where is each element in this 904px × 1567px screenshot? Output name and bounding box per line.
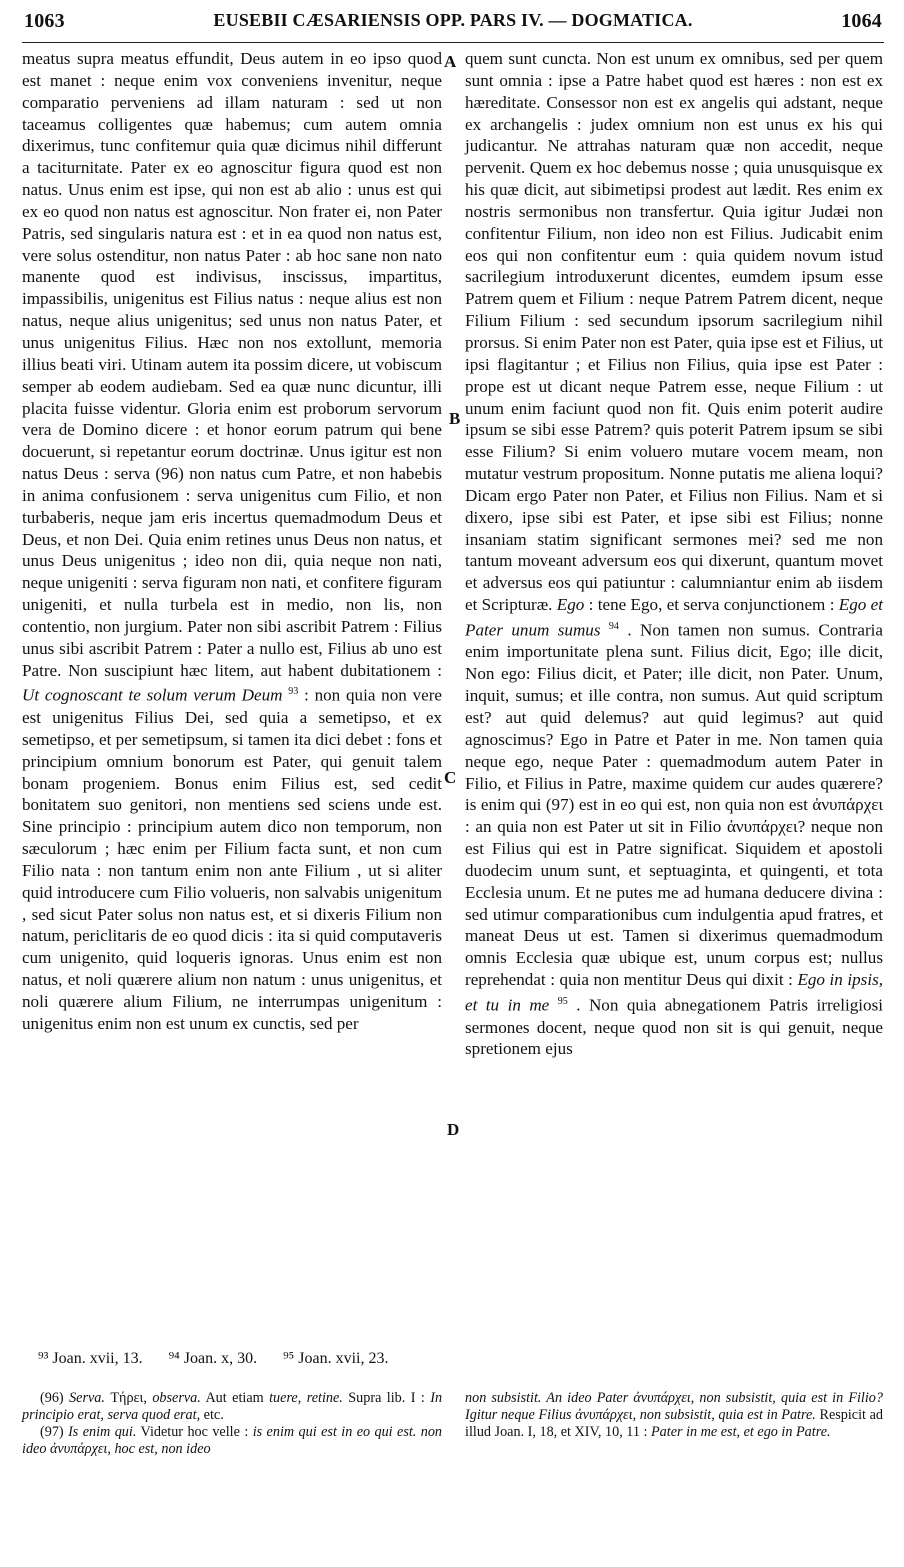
right-quote-2-ref: 95 (557, 995, 568, 1007)
scripture-ref-95: ⁹⁵ Joan. xvii, 23. (283, 1350, 389, 1367)
note-96-number: (96) (40, 1390, 64, 1406)
note-96-text-1: Aut etiam (205, 1390, 264, 1406)
note-96-lemma: Serva. (69, 1390, 105, 1406)
right-text-3: . Non quia abnegationem Patris irreligiosi sermones docent, neque quod non sit is qui genuit, neque spretionem ejus (465, 995, 883, 1059)
note-97-lemma: Is enim qui. (68, 1423, 137, 1440)
margin-letter-a: A (444, 52, 457, 71)
margin-letter-b: B (449, 409, 461, 428)
page-number-right: 1064 (841, 10, 882, 32)
left-column (22, 48, 442, 1035)
left-quote: Ut cognoscant te solum verum Deum (22, 686, 283, 706)
note-97-cont-quote-2: Pater in me est, et ego in Patre. (651, 1423, 831, 1440)
running-head (24, 10, 882, 44)
scripture-ref-94: ⁹⁴ Joan. x, 30. (168, 1350, 258, 1367)
right-quote-2: Ego in ipsis, et tu in me (465, 970, 883, 1015)
left-text-1: meatus supra meatus effundit, Deus autem in eo ipso quod est manet : neque enim vox conveniens invenitur, neque comparatio perveniens ad illam naturam : sed ut non taceamus colligentes quæ habemus; cum autem omnia dixerimus, tunc confitemur quia quæ dicimus nihil differunt a taciturnitate. Pater ex eo agnoscitur figura quod est non natus. Unus enim est ipse, qui non est ab alio : unus est qui ex eo quod non natus est agnoscitur. Non frater ei, non Pater Patris, sed singularis natura est : et in ea quod non natus est, vere solus ostenditur, non natus Pater : ab hoc sane non nato manente quod est indivisus, inscissus, impartitus, impassibilis, unigenitus est Filius natus : neque alius est non natus, neque alius unigenitus; sed unus non natus Pater, et unus unigenitus Filius. Hæc non nos extollunt, memoria illius beati viri. Utinam autem ita possim dicere, ut vobiscum semper ab eodem audiebam. Sed ea quæ nunc dicuntur, illi placita fuisse videntur. Gloria enim est proborum servorum vera de Domino dicere : et honor eorum patrum qui bene docuerunt, si repetantur eorum doctrinæ. Unus igitur est non natus Deus : serva (96) non natus cum Patre, et non habebis in anima confusionem : serva unigenitus cum Filio, et non turbaberis, neque jam eris incertus quemadmodum Deus et Deus, et non Dei. Quia enim retines unus Deus non natus, et unus Deus unigenitus ; ideo non dii, quia neque non nati, neque unigeniti : serva figuram non nati, et confitere figuram unigeniti, et nulla turbela est in medio, non lis, non contentio, non jurgium. Pater non sibi ascribit Patrem : Filius unus sibi ascribit Patrem : Pater a nullo est, Filius ab uno est Patre. Non suscipiunt hæc litem, aut habent dubitationem : (22, 49, 442, 680)
right-text-1: quem sunt cuncta. Non est unum ex omnibus, sed per quem sunt omnia : ipse a Patre habet quod est hæres : non est ex hæreditate. Consessor non est ex angelis qui adstant, neque ex archangelis : judex omnium non est unus ex his qui judicantur. Ne attrahas naturam quæ non accedit, neque pervenit. Quem ex hoc debemus nosse ; quia unusquisque ex his quæ dicit, aut sibimetipsi prodest aut lædit. Res enim ex nostris sermonibus non transfertur. Quia igitur Judæi non confitentur Filium, non ideo non est Filius. Judicabit enim eos qui non confitentur eum : quia quidem novum istud sacrilegium introduxerunt dicentes, eumdem ipsum esse Patrem quem et Filium : neque Patrem Patrem dicent, neque Filium Filium : sed secundum ipsorum sacrilegium nihil prorsus. Si enim Pater non est Pater, quia ipse est et Filius, ut ipsi flagitantur ; et Filius non Filius, quia ipse est Pater : prope est ut dicant neque Patrem esse, neque Filium : ut unum enim faciunt quod non fit. Quis enim poterit audire ipsum se sibi esse Patrem? quis poterit Patrem ipsum se sibi esse Filium? Si enim voluero mutare vocem meam, non mutatur vestrum propositum. Nonne putatis me aliena loqui? Dicam ergo Pater non Pater, et Filius non Filius. Nam et si dixero, ipse sibi est Pater, et ipse sibi est Filius; nonne insaniam statim significant sermones mei? sed me non tantum moveant adversum eos qui dixerunt, quantum movet et adversus eos qui patiuntur : calumniantur enim ab iisdem et Scripturæ. (465, 49, 883, 615)
header-rule (22, 42, 884, 43)
right-quote-ref: 94 (608, 620, 619, 632)
right-quote: Ego et Pater unum sumus (465, 595, 883, 640)
scripture-ref-93: ⁹³ Joan. xvii, 13. (38, 1350, 143, 1367)
note-97-cont-text: Respicit ad illud Joan. I, 18, et XIV, 10, 11 : (465, 1406, 884, 1440)
note-96 (22, 1390, 442, 1424)
right-text-mid: : tene Ego, et serva conjunctionem : (588, 595, 835, 615)
note-97 (22, 1424, 442, 1458)
running-title: EUSEBII CÆSARIENSIS OPP. PARS IV. — DOGMATICA. (213, 10, 693, 30)
note-97-text: Videtur hoc velle : (140, 1423, 249, 1440)
right-text-2: . Non tamen non sumus. Contraria enim importunitate plena sunt. Filius dicit, Ego; ille dicit, Non ego: Filius dicit, et Pater; ille dicit, non Pater. Unum, inquit, sumus; et ille contra, non sumus. Aut quid scriptum est? aut quid delemus? aut quid legimus? aut quid agnoscimus? Ego in Patre et Pater in me. Non tamen quia neque ego, neque Pater : quemadmodum autem Pater in Filio, et Filius in Patre, maxime quidem cur audes quærere? is enim qui (97) est in eo qui est, non quia non est ἀνυπάρχει : an quia non est Pater ut sit in Filio ἀνυπάρχει? neque non est Filius qui est in Patre significat. Siquidem et apostoli duodecim unum sunt, et septuaginta, et quingenti, et tota Ecclesia unum. Et ne putes me ad humana deducere divina : sed utimur comparationibus cum indulgentia apud fratres, et maneat Deus ut est. Tamen si dixerimus quemadmodum omnis Ecclesia quæ ubique est, unum corpus est; nullus reprehendat : quia non mentitur Deus qui dixit : (465, 620, 883, 990)
scripture-references (38, 1350, 410, 1368)
page-number-left: 1063 (24, 10, 65, 32)
note-97-cont-quote: non subsistit. An ideo Pater ἀνυπάρχει, non subsistit, quia est in Filio? Igitur neque Filius ἀνυπάρχει, non subsistit, quia est in Patre. (465, 1390, 883, 1423)
note-96-gloss-2: tuere, retine. (269, 1390, 343, 1406)
note-96-greek: Τήρει, (110, 1390, 147, 1406)
right-ego: Ego (556, 595, 585, 615)
margin-letter-d: D (447, 1120, 460, 1139)
note-96-quote: In principio erat, serva quod erat, (22, 1390, 443, 1423)
note-97-quote: is enim qui est in eo qui est. non ideo ἀνυπάρχει, hoc est, non ideo (22, 1423, 443, 1457)
left-quote-ref: 93 (288, 686, 299, 698)
critical-notes-right (465, 1390, 883, 1441)
left-column-text (22, 48, 442, 1035)
right-column-text (465, 48, 883, 1060)
note-96-gloss: observa. (152, 1390, 201, 1406)
right-column (465, 48, 883, 1060)
left-text-2: : non quia non vere est unigenitus Filius Dei, sed quia a semetipso, et ex semetipso, et per semetipsum, si tamen ita dici debet : fons et principium omnium bonorum est Pater, qui genuit talem bonam progeniem. Bonus enim Filius est, sed cedit bonitatem suo genitori, non mentiens sed sciens unde est. Sine principio : principium autem dico non temporum, non sæculorum ; hæc enim per Filium facta sunt, et non cum Filio nata : non tantum enim non ante Filium , ut si aliter quid introducere cum Filio volueris, non salvabis unigenitum , sed sicut Pater solus non natus est, et si dixeris Filium non natum, periclitaris de eo quod dicis : ita si quid computaveris cum unigenito, quid loqueris ignoras. Unus enim est non natus, et noli quærere alium non natum : unus unigenitus, et noli quærere alium Filium, ne interrumpas unigenitum : unigenitus enim non est unum ex cunctis, sed per (22, 686, 443, 1033)
note-96-text-2: Supra lib. I : (348, 1390, 425, 1406)
note-96-etc: etc. (203, 1406, 224, 1423)
note-97-continued (465, 1390, 883, 1441)
critical-notes-left (22, 1390, 442, 1458)
margin-letter-c: C (444, 768, 457, 787)
note-97-number: (97) (40, 1423, 64, 1440)
